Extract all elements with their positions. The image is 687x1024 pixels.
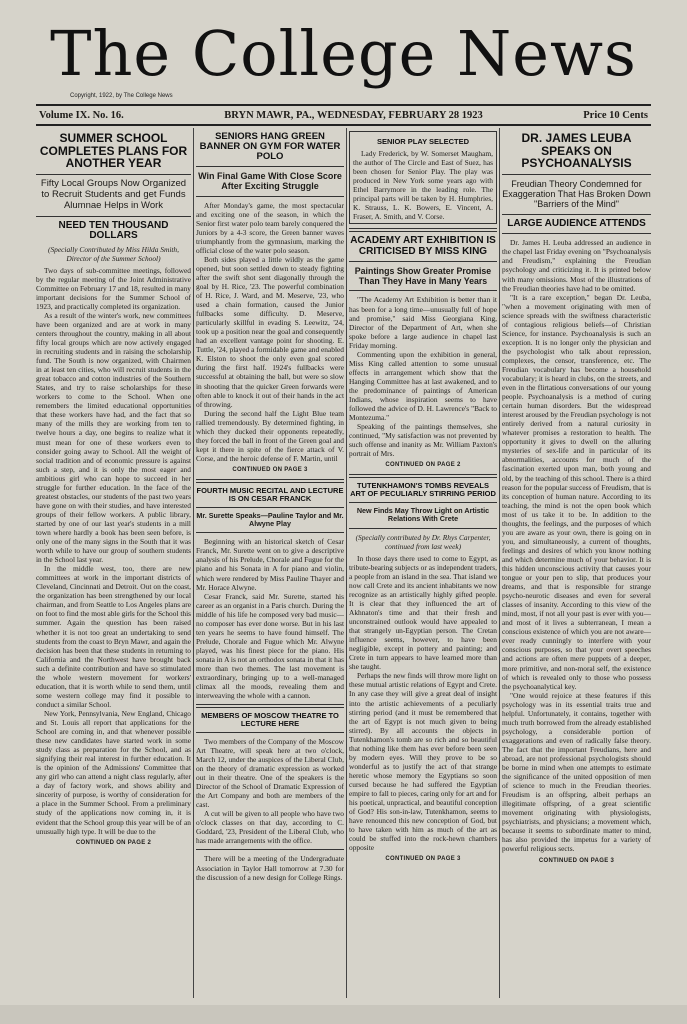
article-paragraph: "The Academy Art Exhibition is better than it has been for a long time—unusually full of hope and promise," said Miss Georgiana King, Director of the Department of Art, when she spoke before a large audience in chapel last Friday morning. (349, 295, 497, 350)
page-bottom-margin (0, 1005, 687, 1024)
article-paragraph: Beginning with an historical sketch of Cesar Franck, Mr. Surette went on to give a descriptive analysis of his Prelude, Chorale and Fugue for the piano and his Sonata in A for piano and violin, which were rendered by Miss Pauline Thayer and Mr. Horace Alwyne. (196, 537, 344, 592)
divider (36, 174, 191, 175)
column-4 (502, 128, 651, 998)
continued-note: CONTINUED ON PAGE 2 (385, 462, 461, 469)
masthead-title: The College News (50, 17, 637, 90)
column-rule (499, 128, 500, 998)
summer-school-headline: SUMMER SCHOOL COMPLETES PLANS FOR ANOTHER YEAR (39, 131, 188, 171)
art-exhibition-headline: ACADEMY ART EXHIBITION IS CRITICISED BY MISS KING (350, 235, 496, 257)
water-polo-subhead: Win Final Game With Close Score After Exciting Struggle (198, 170, 342, 192)
article-paragraph: Cesar Franck, said Mr. Surette, started his career as an organist in a Paris church. During the middle of his life he composed very bad music—no composer has ever done worse. But in his last ten years he seems to have found himself. The Prelude, Chorale and Fugue which Mr. Alwyne played, was his finest piece for the piano. His sonata in A is not an orthodox sonata in that it has more than two themes. The last movement is extraordinary, bringing up to a well-managed climax all the moods, revealing them and interweaving the whole with a cannon. (196, 591, 344, 701)
volume-number: Volume IX. No. 16. (39, 109, 124, 121)
divider (349, 228, 497, 232)
article-paragraph: In the middle west, too, there are new committees at work in the important districts of Cleveland, Cincinnati and Detroit. Out on the coast, the organization has been strengthened by our local chairman, and from Seattle to Los Angeles plans are on foot to find the most able girls for the School this summer. Again the question has been raised whether it is not too great an undertaking to send students from the coast to Bryn Mawr, and again the decision has been that these students in returning to California and the Northwest have brought back such a definite contribution and have so stimulated the whole western movement for workers' education, that it is worth while to send them, until some western college may find it possible to conduct a similar School. (36, 564, 191, 709)
article-paragraph: There will be a meeting of the Undergraduate Association in Taylor Hall tomorrow at 7.30 for the discussion of a new design for College Rings. (196, 854, 344, 882)
divider (36, 216, 191, 217)
tutenkhamon-subhead: New Finds May Throw Light on Artistic Relations With Crete (356, 506, 490, 524)
continued-note: CONTINUED ON PAGE 3 (232, 466, 308, 473)
divider (196, 704, 344, 708)
article-paragraph: After Monday's game, the most spectacular and exciting one of the season, in which the Senior first water polo team barely conquered the Juniors by a 4-3 score, the Green banner waves triumphantly from the gymnasium, marking the official close of the water polo season. (196, 200, 344, 255)
column-2 (196, 128, 344, 998)
article-paragraph: Lady Frederick, by W. Somerset Maugham, the author of The Circle and East of Suez, has been chosen for Senior Play. The play was produced in New York some years ago with Ethel Barrymore in the leading role. The principal parts will be taken by H. Humphries, K. Strauss, L. K. Bowers, E. Vincent, A. Fraser, A. Smith, and V. Corse. (353, 148, 493, 222)
article-paragraph: Dr. James H. Leuba addressed an audience in the chapel last Friday evening on "Psychoanalysis and Freudism," explaining the Freudian psychology and criticizing it. It is printed below with many omissions. Most of the illustrations of the Freudian theories have had to be omitted. (502, 238, 651, 293)
article-paragraph: During the second half the Light Blue team rallied tremendously. By determined fighting, in which they ducked their opponents repeatedly, they forced the ball in front of the Green goal and kept it there in spite of the fierce attack of V. Corse, and the heroic defense of F. Martin, until (196, 408, 344, 463)
leuba-headline: DR. JAMES LEUBA SPEAKS ON PSYCHOANALYSIS (521, 131, 632, 171)
article-paragraph: In those days there used to come to Egypt, as tribute-bearing subjects or as independent traders, a people from an island in the sea. That island we now call Crete and its ancient inhabitants we now recognize as an artistically highly gifted people. It is clear that they influenced the art of Akhnaton's time and that their fresh and unconstrained outlook would have appealed to that strangely un-Egyptian person. The Cretan influence seems, however, to have been negligible, except in pottery and painting; and Crete in turn appears to have learned more than she taught. (349, 553, 497, 672)
dateline-bar (36, 104, 651, 126)
divider (196, 732, 344, 733)
article-paragraph: Commenting upon the exhibition in general, Miss King called attention to some unusual effects in arrangement which show that the Hanging Committee has at last awakened, and to the predominance of paintings of American Indians, whose inspiration seems to have followed the advice of D. H. Lawrence's "Back to Montezuma." (349, 349, 497, 423)
divider (196, 507, 344, 508)
continued-note: CONTINUED ON PAGE 3 (538, 857, 615, 864)
article-paragraph: "It is a rare exception," began Dr. Leuba, "when a movement originating with men of science spreads with the swiftness characteristic of contagious religious beliefs—of Christian Science, for instance. Psychoanalysis is such an exception. It is no longer only the physician and the psychologist who talk about repression, complexes, the censor, transference, etc. The Freudian vocabulary has become a household vocabulary; it is heard in clubs, on the streets, and even in the flirtatious conversations of our young people. Psychoanalysis is a method of curing certain human disorders. But the widespread interest aroused by the Freudian psychology is not entirely derived from a natural curiosity in whatever promises a restoration to health. The opportunity it gives to dwell on the alluring mysteries of sex-life and in particular of its abnormalities, accounts for much of the fascination exerted upon man, both young and old, by the teaching of this school. There is a third reason for the popular success of Freudism, that is its conception of human nature. According to its teaching, the mind is not the open book which most of us take it to be. In addition to the thoughts, the feelings, and the purposes of which you are aware as your own, there is going on in you, and simultaneously, a current of thoughts, feelings and desires of which you know nothing and which determine much of your behavior. It is this hidden unconscious activity that causes your tongue or your pen to slip, that produces your dreams, and that is responsible for strange psycho-neurotic diseases and even for several classes of insanity. According to this view of the mind, most, if not all your past is ever with you—and most of it lives a subterranean, I mean a conscious existence of which you are not aware—ever ready cunningly to interfere with your conscious purposes, so that your overt speeches and actions are often mere puppets of a deeper, more primitive, and non-moral self, the existence of which is revealed only to those who possess the psychoanalytical key. (502, 292, 651, 691)
tutenkhamon-headline: TUTENKHAMON'S TOMBS REVEALS ART OF PECULIARLY STIRRING PERIOD (350, 481, 496, 499)
summer-school-subhead: Fifty Local Groups Now Organized to Recruit Students and get Funds Alumnae Helps in Work (40, 177, 187, 211)
senior-play-headline: SENIOR PLAY SELECTED (376, 137, 470, 146)
divider (196, 196, 344, 197)
divider (349, 502, 497, 503)
divider (196, 166, 344, 167)
divider (349, 290, 497, 291)
article-paragraph: Perhaps the new finds will throw more light on these mutual artistic relations of Egypt and Crete. In any case they will give a great deal of insight into the artistic achievements of a peculiarly stirring period (and it must be remembered that the art of Egypt is not much given to being stirred). By all accounts the objects in Tutenkhamon's tomb are so rich and so beautiful that nothing like them has ever before been seen by modern eyes. Will they prove to be so wonderful as to justify the act of that strange heretic whose memory the Egyptians so soon cursed because he had suffered the Egyptian empire to fall to pieces, caring only for art and for his poetical, unpractical, and beautiful conception of God? His son-in-law, Tutenkhamon, seems to have renounced this new conception of God, but to have taken with him as much of the art as could be stuffed into the rock-hewn chambers opposite (349, 671, 497, 853)
continued-note: CONTINUED ON PAGE 3 (385, 856, 461, 863)
art-exhibition-subhead: Paintings Show Greater Promise Than They Have in Many Years (354, 266, 492, 287)
divider (502, 214, 651, 215)
continued-note: CONTINUED ON PAGE 2 (75, 839, 152, 846)
divider (502, 174, 651, 175)
article-paragraph: Two days of sub-committee meetings, followed by the regular meeting of the Joint Administrative Committee on February 17 and 18, resulted in many important decisions for the Summer School of 1923, and practically completed its organization. (36, 265, 191, 311)
column-1 (36, 128, 191, 998)
music-recital-subhead: Mr. Surette Speaks—Pauline Taylor and Mr. Alwyne Play (196, 510, 344, 529)
article-paragraph: As a result of the winter's work, new committees have been organized and are at work in many centers throughout the country, making in all about fifty local groups which are now actively engaged in recruiting students and in raising the scholarship fund. The South is now organized, with Chairmen in at least ten cities, who will recruit students in the great tobacco and cotton industries of the Southern States, and try to raise scholarships for these workers to come to the School. When one remembers the limited educational opportunities that these workers have had, and the fact that so many of the mills they are working from ten to twelve hours a day, one begins to realize what it must mean for one of these workers even to consider going away to School. All the weight of social tradition and of economic pressure is against such a step, and it is only the most eager and ambitious girl who can hope to succeed in her struggle for further education. In the face of the greatest obstacles, our students of the past two years have gone on with their studies, and have interested groups of their fellow workers. A public library, started by one of our last year's students in a mill town where hardly a book has been seen before, is only one of the many signs in the South that it was worth while to have our group of southern students in the School last year. (36, 310, 191, 565)
divider (349, 528, 497, 529)
column-3 (349, 128, 497, 998)
column-rule (193, 128, 194, 998)
divider (196, 479, 344, 483)
summer-school-byline: (Specially Contributed by Miss Hilda Smith, Director of the Summer School) (48, 244, 179, 263)
article-paragraph: New York, Pennsylvania, New England, Chicago and St. Louis all report that applications for the School are coming in, and that whenever possible these new candidates have started work in some study class as preparation for the School, and as signifying their real interest in further education. It is the opinion of the Admissions' Committee that any girl who can attend a night class regularly, after a day of factory work, and shows ability and sincerity of purpose, is worthy of consideration for a place in the Summer School. From a preliminary study of the applications now coming in, it is evident that the School group this year will be of an unusually high type. It will be due to the (36, 708, 191, 836)
water-polo-headline: SENIORS HANG GREEN BANNER ON GYM FOR WATER POLO (199, 131, 341, 162)
article-paragraph: Both sides played a little wildly as the game opened, but soon settled down to steady fighting after the swift shot sent diagonally through the goal by H. Rice, '23. The powerful combination of H. Rice, J. Ward, and M. Meserve, '23, who used a chain formation, caused the Junior fullbacks some difficulty. D. Meserve, particularly skillful in evading S. Leewitz, '24, took up a position near the goal and consequently had an excellent vantage point for shooting. E. Tuttle, '24, played a formidable game and enabled K. Elston to shoot the only even goal scored during the first half. 1924's fullbacks were successful at obtaining the ball, but were so slow in shooting that the quicker Green forwards were often able to knock it out of their hands in the act of throwing. (196, 254, 344, 409)
tutenkhamon-byline: (Specially contributed by Dr. Rhys Carpenter, continued from last week) (355, 532, 491, 551)
divider (349, 261, 497, 262)
music-recital-headline: FOURTH MUSIC RECITAL AND LECTURE IS ON CESAR FRANCK (196, 486, 344, 503)
senior-play-box (349, 131, 497, 224)
article-paragraph: Two members of the Company of the Moscow Art Theatre, will speak here at two o'clock, March 12, under the auspices of the Liberal Club, on the theory of dramatic expression as worked out in their theatre. One of the speakers is the Director of the School of Dramatic Expression of the Art Company and both are members of the cast. (196, 736, 344, 810)
article-paragraph: "One would rejoice at these features if this psychology was in its essential traits true and helpful. Unfortunately, it contains, together with much truth borrowed from the already established psychology, a considerable portion of exaggerations and even of radically false theory. The fact that the important Freudians, here and abroad, are not professional psychologists should be borne in mind when one attempts to estimate the significance of the united opposition of men of science to much in the Freudian theories. Freudism is an offspring, albeit perhaps an illegitimate offspring, of a great scientific movement originating with physiologists, psychiatrists, and physicians; a movement which, because it seems to subordinate matter to mind, has also provided the impetus for a variety of powerful religious sects. (502, 690, 651, 854)
article-paragraph: Speaking of the paintings themselves, she continued, "My satisfaction was not prevented by such offense and inanity as Mr. William Paxton's portrait of Mrs. (349, 422, 497, 459)
place-date: BRYN MAWR, PA., WEDNESDAY, FEBRUARY 28 1923 (224, 109, 483, 121)
divider (196, 849, 344, 850)
column-rule (346, 128, 347, 998)
copyright-notice: Copyright, 1922, by The College News (70, 93, 173, 99)
summer-school-headline-2: NEED TEN THOUSAND DOLLARS (58, 219, 169, 242)
leuba-subhead: Freudian Theory Condemned for Exaggeration That Has Broken Down "Barriers of the Mind" (502, 178, 651, 210)
leuba-headline-2: LARGE AUDIENCE ATTENDS (507, 217, 646, 229)
moscow-theatre-headline: MEMBERS OF MOSCOW THEATRE TO LECTURE HERE (201, 711, 339, 729)
article-paragraph: A cut will be given to all people who have two o'clock classes on that day, according to C. Goddard, '23, President of the Liberal Club, who has made arrangements with the office. (196, 809, 344, 846)
divider (502, 233, 651, 234)
divider (196, 532, 344, 533)
divider (349, 474, 497, 478)
price: Price 10 Cents (583, 109, 648, 121)
